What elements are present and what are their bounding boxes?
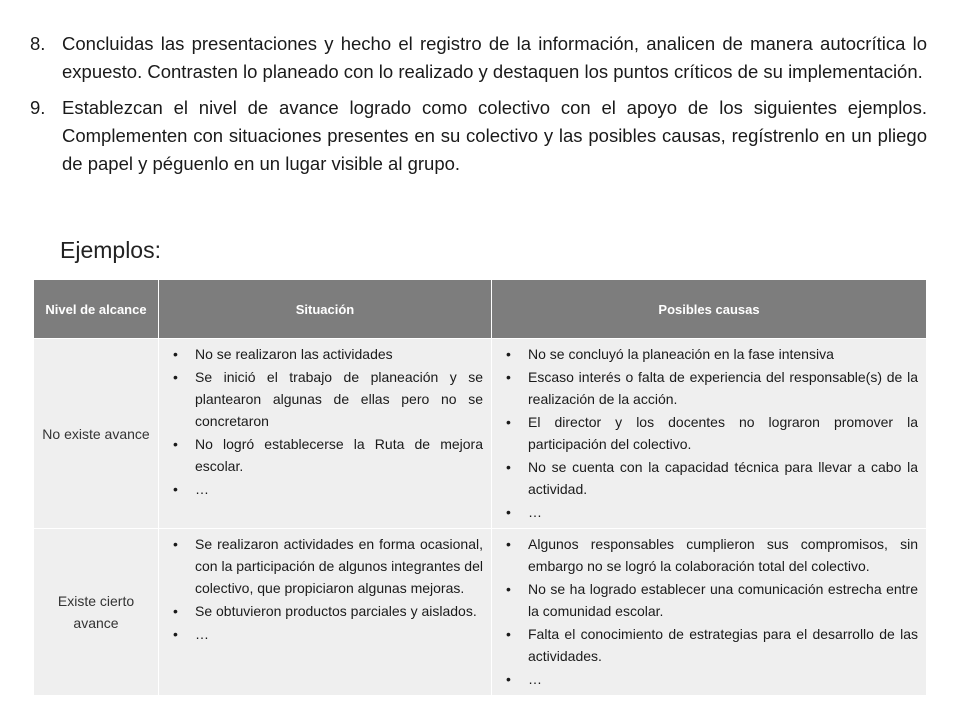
situation-item-text: … <box>195 481 209 497</box>
bullet-icon: • <box>173 626 178 642</box>
cause-item-text: … <box>528 504 542 520</box>
table-row <box>34 339 927 529</box>
bullet-icon: • <box>506 414 511 430</box>
cause-item-text: Falta el conocimiento de estrategias para el desarrollo de las actividades. <box>528 626 918 664</box>
bullet-list <box>498 343 918 523</box>
cause-item <box>498 623 918 667</box>
cause-item-text: No se concluyó la planeación en la fase intensiva <box>528 346 834 362</box>
bullet-icon: • <box>506 504 511 520</box>
bullet-icon: • <box>173 536 178 552</box>
cause-item-text: … <box>528 671 542 687</box>
causes-cell <box>492 339 927 529</box>
situation-item-text: Se inició el trabajo de planeación y se plantearon algunas de ellas pero no se concretaron <box>195 369 483 429</box>
bullet-icon: • <box>173 369 178 385</box>
instruction-text: Establezcan el nivel de avance logrado como colectivo con el apoyo de los siguientes ejemplos. Complementen con situaciones presentes en su colectivo y las posibles causas, regístrenlo en un pliego de papel y péguenlo en un lugar visible al grupo. <box>62 97 927 174</box>
instructions-list <box>30 30 927 186</box>
cause-item-text: Algunos responsables cumplieron sus compromisos, sin embargo no se logró la colaboración total del colectivo. <box>528 536 918 574</box>
header-situation: Situación <box>159 280 492 339</box>
bullet-icon: • <box>173 436 178 452</box>
bullet-list <box>165 343 483 500</box>
situation-item <box>165 600 483 622</box>
cause-item-text: El director y los docentes no lograron promover la participación del colectivo. <box>528 414 918 452</box>
cause-item-text: Escaso interés o falta de experiencia del responsable(s) de la realización de la acción. <box>528 369 918 407</box>
bullet-icon: • <box>173 346 178 362</box>
bullet-icon: • <box>506 626 511 642</box>
situation-item-text: … <box>195 626 209 642</box>
bullet-list <box>165 533 483 645</box>
bullet-icon: • <box>506 369 511 385</box>
cause-item <box>498 668 918 690</box>
cause-item <box>498 501 918 523</box>
bullet-icon: • <box>506 346 511 362</box>
instruction-number: 8. <box>30 33 46 54</box>
situation-item <box>165 433 483 477</box>
situation-item-text: Se obtuvieron productos parciales y aislados. <box>195 603 477 619</box>
cause-item <box>498 456 918 500</box>
table-row <box>34 529 927 696</box>
cause-item-text: No se cuenta con la capacidad técnica para llevar a cabo la actividad. <box>528 459 918 497</box>
causes-cell <box>492 529 927 696</box>
bullet-icon: • <box>173 603 178 619</box>
examples-heading: Ejemplos: <box>60 237 161 263</box>
bullet-icon: • <box>173 481 178 497</box>
bullet-icon: • <box>506 536 511 552</box>
header-level: Nivel de alcance <box>34 280 159 339</box>
situation-item <box>165 623 483 645</box>
situation-item <box>165 366 483 432</box>
situation-item <box>165 343 483 365</box>
situation-item-text: Se realizaron actividades en forma ocasional, con la participación de algunos integrantes del colectivo, que propiciaron algunas mejoras. <box>195 536 483 596</box>
situation-item-text: No logró establecerse la Ruta de mejora escolar. <box>195 436 483 474</box>
table-header-row <box>34 280 927 339</box>
bullet-icon: • <box>506 671 511 687</box>
instruction-number: 9. <box>30 97 46 118</box>
cause-item <box>498 578 918 622</box>
bullet-icon: • <box>506 459 511 475</box>
cause-item-text: No se ha logrado establecer una comunicación estrecha entre la comunidad escolar. <box>528 581 918 619</box>
cause-item <box>498 343 918 365</box>
situation-item <box>165 533 483 599</box>
instruction-item <box>30 94 927 178</box>
level-cell: Existe cierto avance <box>34 529 159 696</box>
cause-item <box>498 366 918 410</box>
examples-table <box>33 279 927 696</box>
header-causes: Posibles causas <box>492 280 927 339</box>
level-cell: No existe avance <box>34 339 159 529</box>
situation-cell <box>159 339 492 529</box>
instruction-text: Concluidas las presentaciones y hecho el registro de la información, analicen de manera autocrítica lo expuesto. Contrasten lo planeado con lo realizado y destaquen los puntos críticos de su implementación. <box>62 33 927 82</box>
situation-item-text: No se realizaron las actividades <box>195 346 393 362</box>
cause-item <box>498 411 918 455</box>
situation-item <box>165 478 483 500</box>
instruction-item <box>30 30 927 86</box>
bullet-icon: • <box>506 581 511 597</box>
bullet-list <box>498 533 918 690</box>
situation-cell <box>159 529 492 696</box>
cause-item <box>498 533 918 577</box>
